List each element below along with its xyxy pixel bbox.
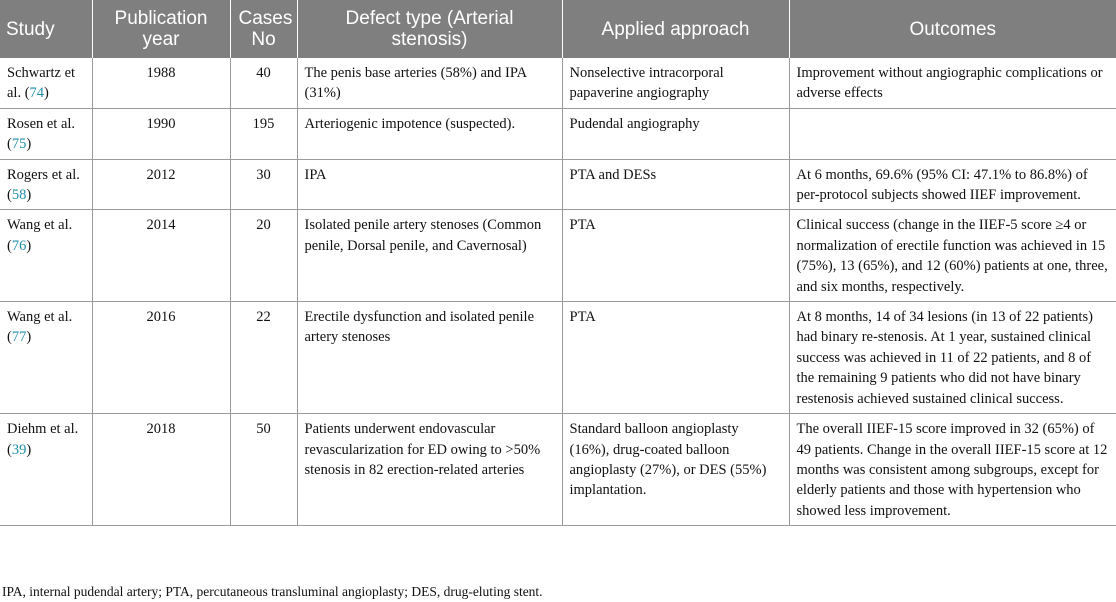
cell-approach: PTA xyxy=(562,210,789,302)
header-study: Study xyxy=(0,0,92,58)
table-footnote: IPA, internal pudendal artery; PTA, percutaneous transluminal angioplasty; DES, drug-eluting stent. xyxy=(2,584,543,599)
cell-study: Diehm et al. (39) xyxy=(0,414,92,526)
cell-year: 2012 xyxy=(92,159,230,210)
cell-study: Wang et al. (76) xyxy=(0,210,92,302)
header-defect-type: Defect type (Arterial stenosis) xyxy=(297,0,562,58)
reference-link[interactable]: 77 xyxy=(11,329,27,346)
table-row xyxy=(0,159,1116,210)
cell-outcome: At 8 months, 14 of 34 lesions (in 13 of 22 patients) had binary re-stenosis. At 1 year, sustained clinical success was achieved in 11 of 22 patients, and 8 of the remaining 9 patients who did not have binary restenosis achieved sustained clinical success. xyxy=(789,302,1116,414)
cell-approach: PTA and DESs xyxy=(562,159,789,210)
reference-link[interactable]: 74 xyxy=(29,85,45,102)
cell-approach: Nonselective intracorporal papaverine angiography xyxy=(562,58,789,108)
cell-outcome: Clinical success (change in the IIEF-5 score ≥4 or normalization of erectile function was achieved in 15 (75%), 13 (65%), and 12 (60%) patients at one, three, and six months, respectively. xyxy=(789,210,1116,302)
cell-year: 2016 xyxy=(92,302,230,414)
cell-defect-type: Arteriogenic impotence (suspected). xyxy=(297,108,562,159)
cell-approach: PTA xyxy=(562,302,789,414)
cell-cases: 20 xyxy=(230,210,297,302)
cell-outcome: At 6 months, 69.6% (95% CI: 47.1% to 86.8%) of per-protocol subjects showed IIEF improvement. xyxy=(789,159,1116,210)
reference-link[interactable]: 75 xyxy=(11,136,27,153)
cell-cases: 195 xyxy=(230,108,297,159)
reference-link[interactable]: 76 xyxy=(11,237,27,254)
cell-year: 2014 xyxy=(92,210,230,302)
cell-cases: 40 xyxy=(230,58,297,108)
header-row xyxy=(0,0,1116,58)
header-outcomes: Outcomes xyxy=(789,0,1116,58)
table-row xyxy=(0,210,1116,302)
cell-defect-type: The penis base arteries (58%) and IPA (31%) xyxy=(297,58,562,108)
cell-defect-type: Erectile dysfunction and isolated penile artery stenoses xyxy=(297,302,562,414)
cell-cases: 30 xyxy=(230,159,297,210)
reference-link[interactable]: 39 xyxy=(11,441,27,458)
cell-defect-type: Isolated penile artery stenoses (Common penile, Dorsal penile, and Cavernosal) xyxy=(297,210,562,302)
cell-defect-type: IPA xyxy=(297,159,562,210)
cell-approach: Standard balloon angioplasty (16%), drug-coated balloon angioplasty (27%), or DES (55%) implantation. xyxy=(562,414,789,526)
table-row xyxy=(0,108,1116,159)
cell-study: Schwartz et al. (74) xyxy=(0,58,92,108)
cell-year: 1990 xyxy=(92,108,230,159)
cell-outcome: The overall IIEF-15 score improved in 32 (65%) of 49 patients. Change in the overall IIEF-15 score at 12 months was consistent among subgroups, except for elderly patients and those with hypertension who showed less improvement. xyxy=(789,414,1116,526)
cell-outcome xyxy=(789,108,1116,159)
cell-defect-type: Patients underwent endovascular revascularization for ED owing to >50% stenosis in 82 erection-related arteries xyxy=(297,414,562,526)
reference-link[interactable]: 58 xyxy=(11,187,27,204)
cell-study: Wang et al. (77) xyxy=(0,302,92,414)
table-row xyxy=(0,302,1116,414)
header-applied-approach: Applied approach xyxy=(562,0,789,58)
cell-study: Rogers et al. (58) xyxy=(0,159,92,210)
table-row xyxy=(0,414,1116,526)
header-cases-no: Cases No xyxy=(230,0,297,58)
cell-cases: 22 xyxy=(230,302,297,414)
cell-outcome: Improvement without angiographic complications or adverse effects xyxy=(789,58,1116,108)
table-row xyxy=(0,58,1116,108)
cell-approach: Pudendal angiography xyxy=(562,108,789,159)
cell-year: 1988 xyxy=(92,58,230,108)
cell-study: Rosen et al. (75) xyxy=(0,108,92,159)
cell-cases: 50 xyxy=(230,414,297,526)
cell-year: 2018 xyxy=(92,414,230,526)
header-publication-year: Publication year xyxy=(92,0,230,58)
